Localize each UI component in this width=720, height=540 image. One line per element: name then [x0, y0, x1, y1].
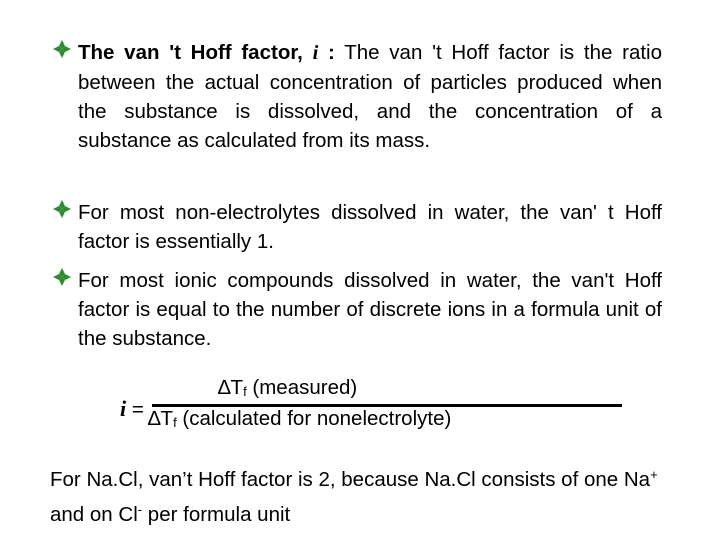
formula-numerator [218, 376, 357, 400]
bullet-ionic-compounds [52, 266, 662, 353]
bullet-lead-bold: The van 't Hoff factor, [78, 41, 303, 64]
nacl-example [50, 460, 662, 530]
denominator-label: (calculated for nonelectrolyte) [176, 407, 452, 430]
diamond-bullet-icon [52, 199, 72, 219]
variable-i: i [312, 42, 319, 64]
superscript-plus: + [650, 467, 658, 482]
bullet-body: For most ionic compounds dissolved in water, the van't Hoff factor is equal to the number of discrete ions in a formula unit of the substance. [78, 269, 662, 350]
bullet-non-electrolytes [52, 198, 662, 256]
bullet-lead-colon: : [318, 41, 335, 64]
van-t-hoff-formula [120, 376, 520, 440]
bullet-body: The van 't Hoff factor is the ratio between the actual concentration of particles produced when the substance is dissolved, and the concentration of a substance as calculated from its mass. [78, 41, 662, 152]
delta-t-symbol: ∆T [218, 376, 244, 399]
bullet-van-t-hoff-definition [52, 38, 662, 155]
subscript-f: f [243, 384, 247, 399]
subscript-f: f [173, 415, 177, 430]
delta-t-symbol: ∆T [148, 407, 174, 430]
nacl-text-3: per formula unit [142, 503, 291, 526]
formula-denominator [148, 407, 451, 431]
formula-lhs [120, 396, 144, 422]
formula-variable-i: i [120, 396, 127, 421]
diamond-bullet-icon [52, 39, 72, 59]
formula-equals: = [126, 398, 144, 421]
bullet-body: For most non-electrolytes dissolved in water, the van' t Hoff factor is essentially 1. [78, 201, 662, 253]
bullet-text [78, 38, 662, 155]
diamond-bullet-icon [52, 267, 72, 287]
numerator-label: (measured) [246, 376, 358, 399]
superscript-minus: - [137, 502, 143, 517]
nacl-text-2: and on Cl [50, 503, 138, 526]
nacl-text-1: For Na.Cl, van’t Hoff factor is 2, because Na.Cl consists of one Na [50, 468, 651, 491]
